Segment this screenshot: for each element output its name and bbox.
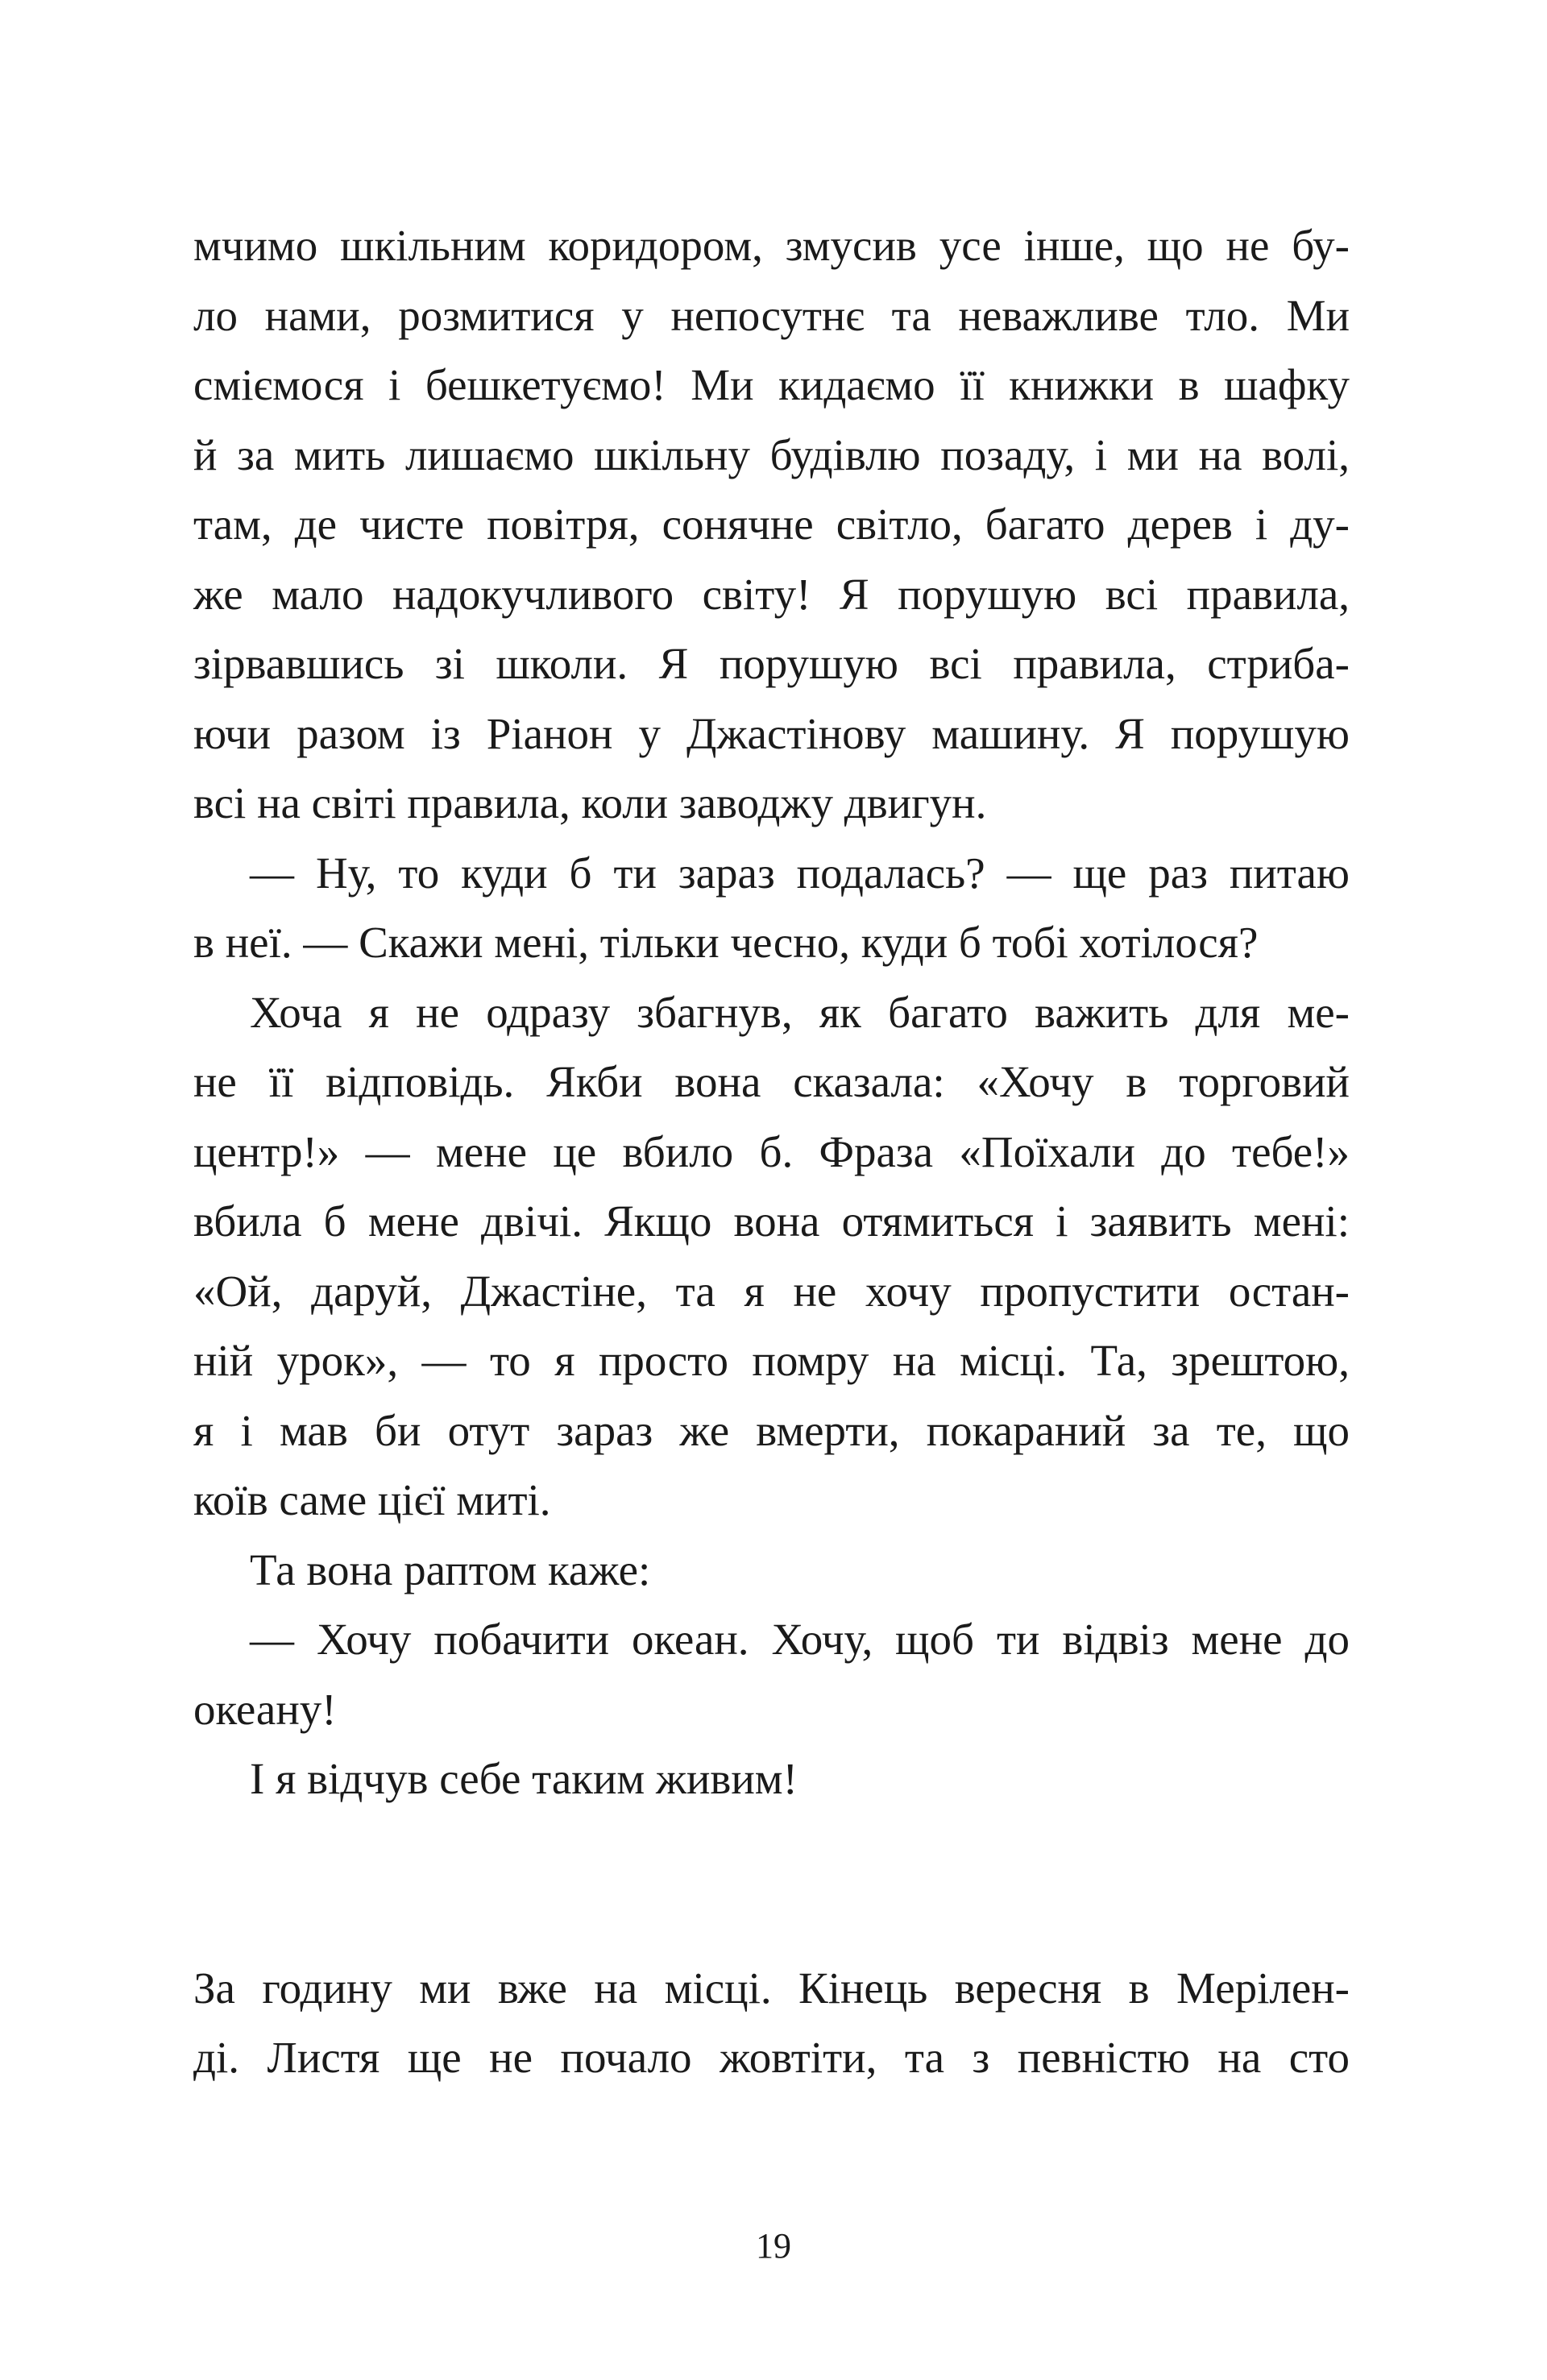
text-line: — Хочу побачити океан. Хочу, щоб ти відвіз мене до	[250, 1615, 1350, 1664]
text-line: Та вона раптом каже:	[250, 1545, 651, 1594]
paragraph	[193, 1954, 1350, 2093]
text-line: мчимо шкільним коридором, змусив усе інше, що не бу-	[193, 221, 1350, 270]
text-line: не її відповідь. Якби вона сказала: «Хочу в торговий	[193, 1057, 1350, 1106]
text-line: ло нами, розмитися у непосутнє та неважливе тло. Ми	[193, 290, 1350, 340]
text-line: там, де чисте повітря, сонячне світло, багато дерев і ду-	[193, 500, 1350, 549]
text-line: коїв саме цієї миті.	[193, 1475, 551, 1524]
text-line: всі на світі правила, коли заводжу двигун.	[193, 778, 987, 827]
text-line: ючи разом із Ріанон у Джастінову машину. Я порушую	[193, 708, 1350, 758]
text-line: я і мав би отут зараз же вмерти, покараний за те, що	[193, 1405, 1350, 1455]
text-line: — Ну, то куди б ти зараз подалась? — ще раз питаю	[250, 848, 1350, 898]
text-line: же мало надокучливого світу! Я порушую всі правила,	[193, 569, 1350, 619]
paragraph	[193, 978, 1350, 1536]
text-line: зірвавшись зі школи. Я порушую всі правила, стриба-	[193, 639, 1350, 688]
paragraph	[193, 1536, 1350, 1606]
paragraph	[193, 211, 1350, 839]
text-line: ді. Листя ще не почало жовтіти, та з певністю на сто	[193, 2033, 1350, 2082]
paragraph	[193, 1605, 1350, 1744]
page-body-text	[193, 211, 1350, 2093]
text-line: вбила б мене двічі. Якщо вона отямиться і заявить мені:	[193, 1196, 1350, 1246]
text-line: За годину ми вже на місці. Кінець вересня в Мерілен-	[193, 1963, 1350, 2013]
section-break	[193, 1884, 1350, 1954]
text-line: «Ой, даруй, Джастіне, та я не хочу пропустити остан-	[193, 1266, 1350, 1316]
section-break	[193, 1814, 1350, 1885]
text-line: сміємося і бешкетуємо! Ми кидаємо її книжки в шафку	[193, 360, 1350, 409]
text-line: Хоча я не одразу збагнув, як багато важить для ме-	[250, 987, 1350, 1037]
text-line: І я відчув себе таким живим!	[250, 1754, 798, 1803]
text-line: океану!	[193, 1684, 337, 1734]
text-line: центр!» — мене це вбило б. Фраза «Поїхали до тебе!»	[193, 1126, 1350, 1176]
paragraph	[193, 1744, 1350, 1814]
text-line: ній урок», — то я просто помру на місці. Та, зрештою,	[193, 1336, 1350, 1385]
text-line: й за мить лишаємо шкільну будівлю позаду, і ми на волі,	[193, 429, 1350, 479]
page-number: 19	[756, 2226, 791, 2266]
paragraph	[193, 839, 1350, 978]
text-line: в неї. — Скажи мені, тільки чесно, куди б тобі хотілося?	[193, 918, 1259, 967]
